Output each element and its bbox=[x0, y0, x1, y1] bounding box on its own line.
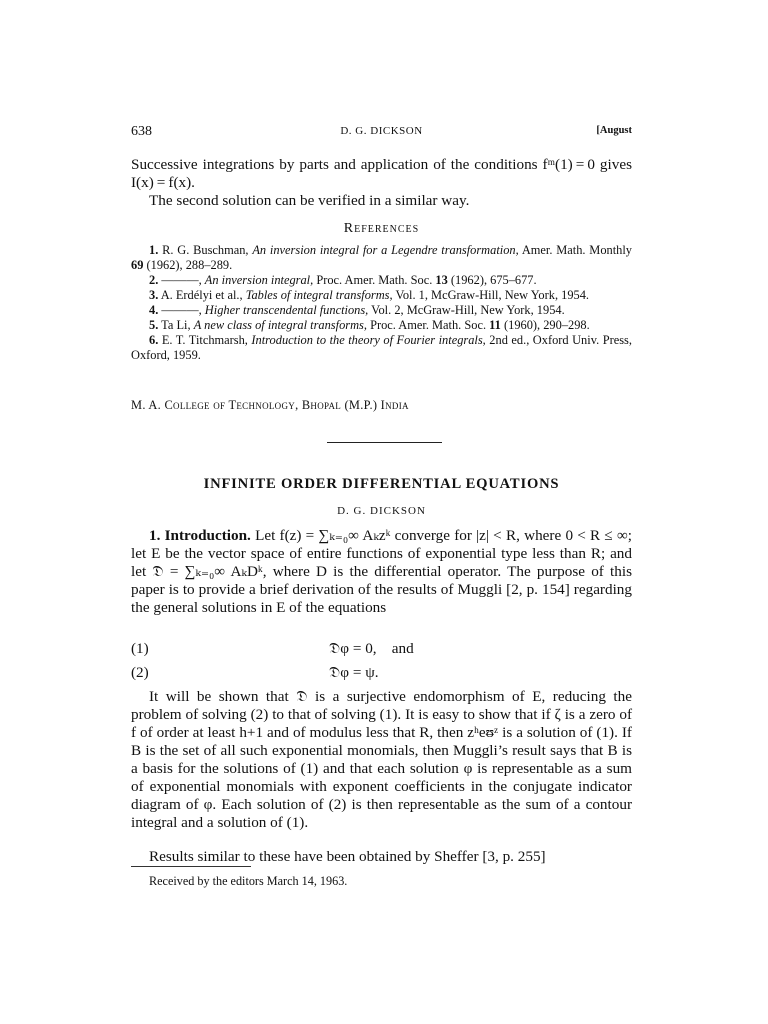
equation-1 bbox=[131, 640, 632, 658]
reference-item: 3. A. Erdélyi et al., Tables of integral transforms, Vol. 1, McGraw-Hill, New York, 1954. bbox=[149, 288, 590, 302]
reference-item: 2. ———, An inversion integral, Proc. Amer. Math. Soc. 13 (1962), 675–677. bbox=[149, 273, 537, 287]
introduction-text: Let f(z) = ∑ₖ₌₀∞ Aₖzᵏ converge for |z| < R, where 0 < R ≤ ∞; let E be the vector space of entire functions of exponential type less than R; and let 𝔇 = ∑ₖ₌₀∞ AₖDᵏ, where D is the differential operator. The purpose of this paper is to provide a brief derivation of the results of Muggli [2, p. 154] regarding the general solutions in E of the equations bbox=[131, 527, 632, 616]
references-heading: References bbox=[343, 221, 420, 236]
equation-number: (1) bbox=[131, 640, 149, 657]
reference-item: 6. E. T. Titchmarsh, Introduction to the theory of Fourier integrals, 2nd ed., Oxford Univ. Press, Oxford, 1959. bbox=[131, 333, 632, 362]
introduction-paragraph bbox=[131, 527, 632, 617]
equation-body: 𝔇φ = ψ. bbox=[329, 664, 379, 681]
page-number: 638 bbox=[131, 124, 152, 139]
equation-body: 𝔇φ = 0, and bbox=[329, 640, 414, 657]
section-label: 1. Introduction. bbox=[149, 527, 251, 544]
running-head: D. G. DICKSON bbox=[340, 125, 423, 137]
affiliation: M. A. College of Technology, Bhopal (M.P.) India bbox=[131, 398, 409, 412]
closing-sentence: The second solution can be verified in a similar way. bbox=[149, 192, 470, 209]
footnote-rule bbox=[131, 866, 251, 867]
references-list bbox=[131, 243, 632, 363]
equation-number: (2) bbox=[131, 664, 149, 681]
running-month: [August bbox=[596, 125, 632, 136]
article-title: INFINITE ORDER DIFFERENTIAL EQUATIONS bbox=[203, 476, 560, 492]
section-divider bbox=[327, 442, 442, 443]
body-paragraph-continued: Results similar to these have been obtained by Sheffer [3, p. 255] bbox=[149, 848, 546, 865]
body-paragraph: It will be shown that 𝔇 is a surjective endomorphism of E, reducing the problem of solving (2) to that of solving (1). It is easy to show that if ζ is a zero of f of order at least h+1 and of modulus less that R, then zʰeᵿᶻ is a solution of (1). If B is the set of all such exponential monomials, then Muggli’s result says that B is a basis for the solutions of (1) and that each solution φ is representable as a sum of exponential monomials with exponent coefficients in the conjugate indicator diagram of φ. Each solution of (2) is then representable as the sum of a contour integral and a solution of (1). bbox=[131, 688, 632, 831]
reference-item: 4. ———, Higher transcendental functions, Vol. 2, McGraw-Hill, New York, 1954. bbox=[149, 303, 565, 317]
reference-item: 1. R. G. Buschman, An inversion integral for a Legendre transformation, Amer. Math. Monthly 69 (1962), 288–289. bbox=[131, 243, 632, 272]
footnote: Received by the editors March 14, 1963. bbox=[149, 874, 348, 888]
article-author: D. G. DICKSON bbox=[337, 505, 426, 517]
page-header bbox=[131, 124, 632, 140]
closing-paragraph: Successive integrations by parts and application of the conditions fᵐ(1) = 0 gives I(x) = f(x). bbox=[131, 156, 632, 191]
equation-2 bbox=[131, 664, 632, 682]
reference-item: 5. Ta Li, A new class of integral transforms, Proc. Amer. Math. Soc. 11 (1960), 290–298. bbox=[149, 318, 590, 332]
